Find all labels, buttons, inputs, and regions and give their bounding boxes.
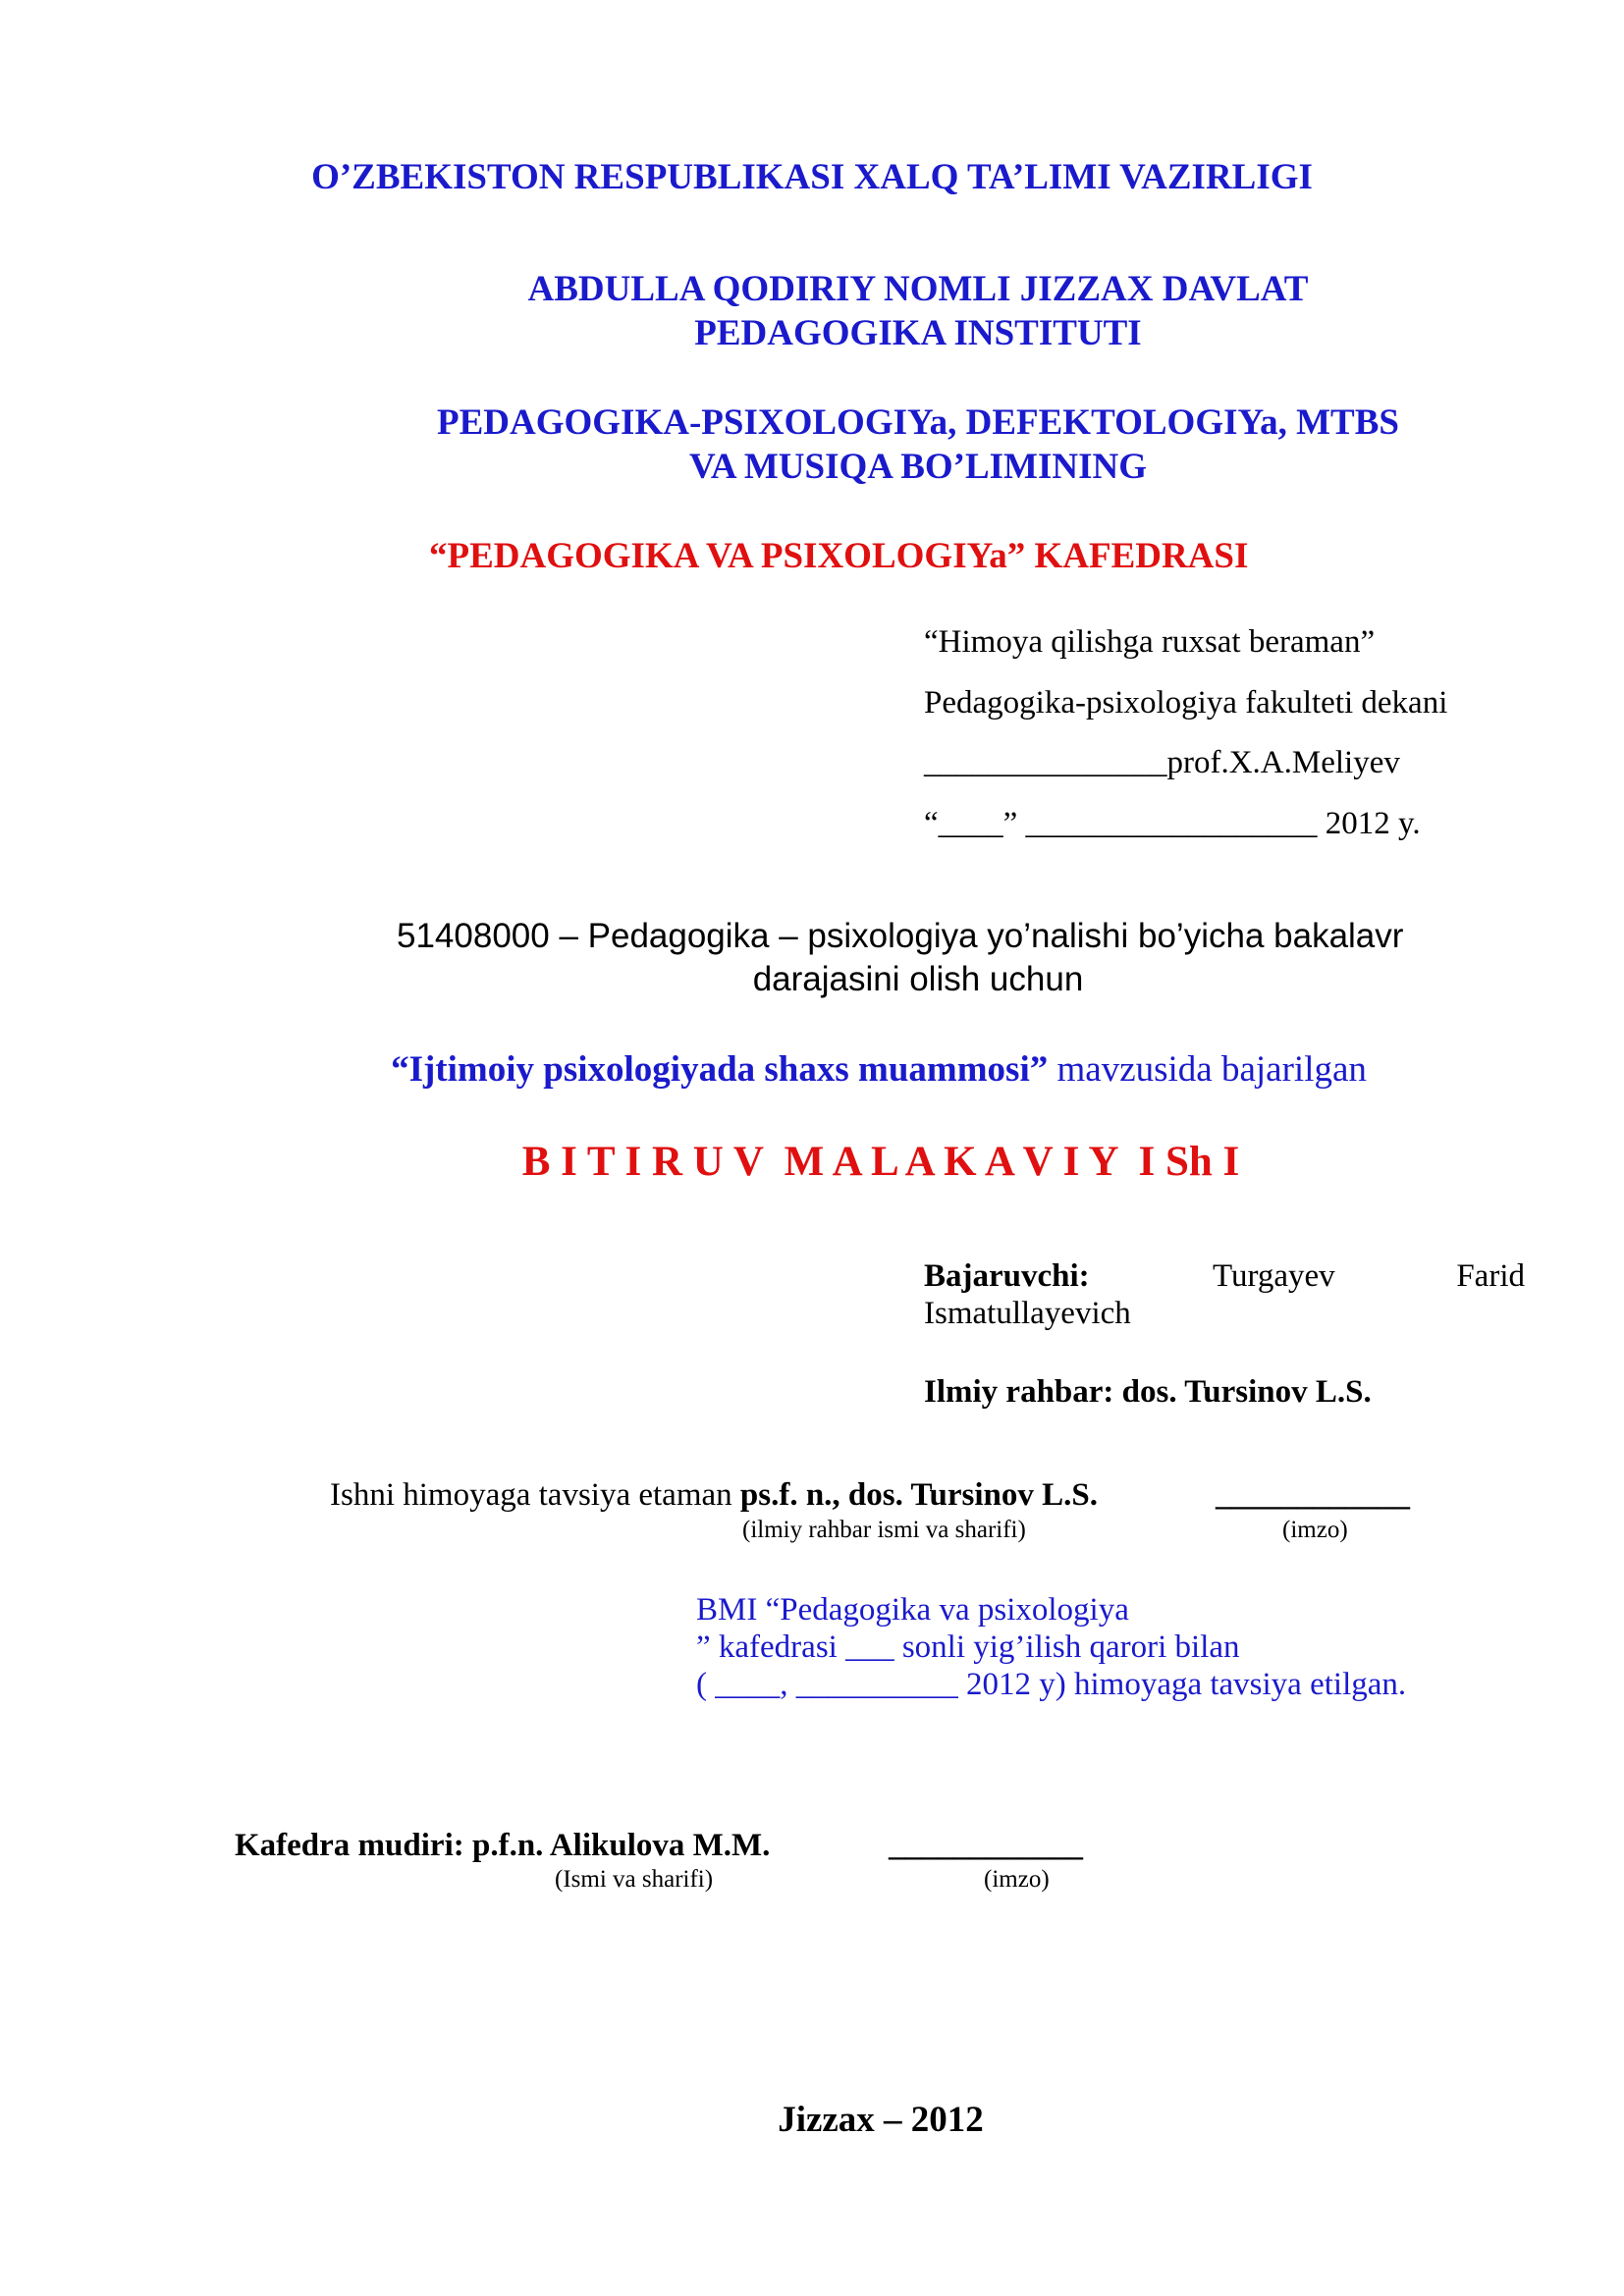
head-caption-sign: (imzo): [984, 1866, 1050, 1893]
degree-line-2: darajasini olish uchun: [752, 960, 1084, 998]
place-year: Jizzax – 2012: [778, 2100, 984, 2140]
ministry-heading: O’ZBEKISTON RESPUBLIKASI XALQ TA’LIMI VAZIRLIGI: [311, 157, 1313, 197]
recommendation-name: ps.f. n., dos. Tursinov L.S.: [739, 1477, 1098, 1513]
topic-title: “Ijtimoiy psixologiyada shaxs muammosi”: [391, 1049, 1049, 1090]
performer-label: Bajaruvchi:: [924, 1258, 1090, 1294]
institute-line-1: ABDULLA QODIRIY NOMLI JIZZAX DAVLAT: [527, 269, 1309, 309]
topic-suffix: mavzusida bajarilgan: [1048, 1049, 1367, 1090]
approval-line-4: “____” __________________ 2012 y.: [924, 806, 1421, 841]
recommendation-prefix: Ishni himoyaga tavsiya etaman: [330, 1477, 740, 1513]
recommendation-caption-name: (ilmiy rahbar ismi va sharifi): [742, 1517, 1026, 1543]
approval-line-2: Pedagogika-psixologiya fakulteti dekani: [924, 685, 1448, 721]
approval-line-1: “Himoya qilishga ruxsat beraman”: [924, 624, 1376, 660]
institute-line-2: PEDAGOGIKA INSTITUTI: [694, 313, 1142, 353]
performer-patronymic: Ismatullayevich: [924, 1296, 1131, 1331]
performer-surname: Turgayev: [1213, 1258, 1335, 1294]
degree-line-1: 51408000 – Pedagogika – psixologiya yo’nalishi bo’yicha bakalavr: [397, 917, 1404, 955]
department-heading: “PEDAGOGIKA VA PSIXOLOGIYa” KAFEDRASI: [429, 536, 1249, 576]
recommendation-line: [330, 1475, 1098, 1515]
recommendation-signature-line: ____________: [1216, 1477, 1410, 1513]
topic-line: [67, 1048, 1624, 1092]
recommendation-caption-sign: (imzo): [1282, 1517, 1348, 1543]
approval-line-3: _______________prof.X.A.Meliyev: [924, 745, 1400, 780]
head-label: Kafedra mudiri: p.f.n. Alikulova M.M.: [235, 1828, 771, 1863]
division-line-1: PEDAGOGIKA-PSIXOLOGIYa, DEFEKTOLOGIYa, MTBS: [437, 402, 1399, 443]
performer-name: Farid: [1456, 1258, 1525, 1294]
bmi-line-1: BMI “Pedagogika va psixologiya: [696, 1592, 1129, 1628]
division-line-2: VA MUSIQA BO’LIMINING: [688, 447, 1147, 487]
bmi-line-2: ” kafedrasi ___ sonli yig’ilish qarori bilan: [696, 1629, 1240, 1665]
supervisor: Ilmiy rahbar: dos. Tursinov L.S.: [924, 1374, 1372, 1410]
work-title: B I T I R U V M A L A K A V I Y I Sh I: [521, 1139, 1240, 1185]
head-signature-line: ____________: [889, 1828, 1083, 1863]
bmi-line-3: ( ____, __________ 2012 y) himoyaga tavsiya etilgan.: [696, 1667, 1407, 1702]
head-caption-name: (Ismi va sharifi): [555, 1866, 714, 1893]
